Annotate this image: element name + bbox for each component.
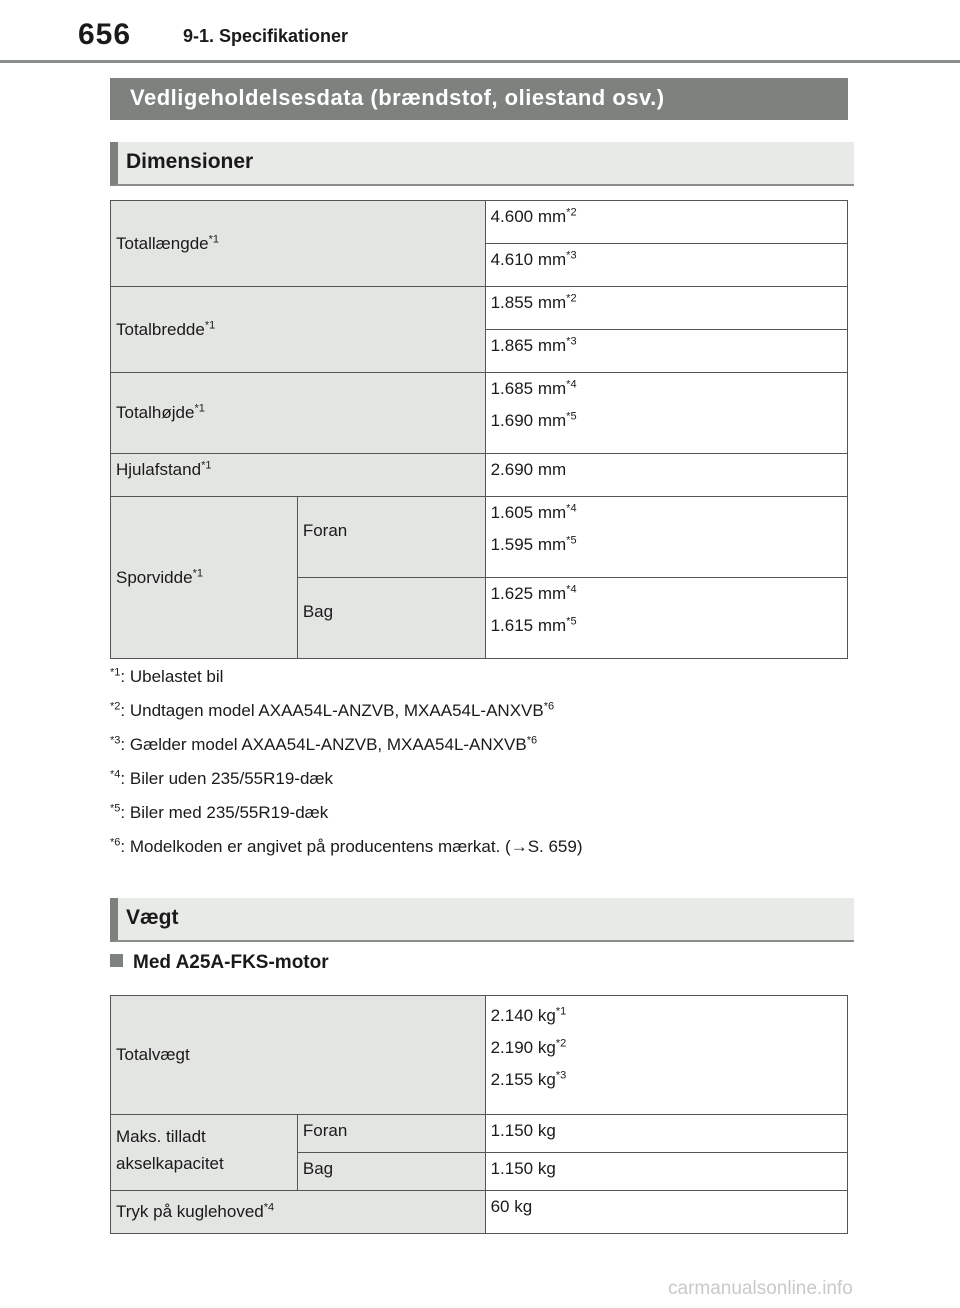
footnote: $^{*1}$: Ubelastet bil	[110, 666, 224, 686]
table-cell-label: Totalhøjde$^{*1}$	[111, 373, 486, 454]
table-cell-value: 1.605 $mm^{*4}$ 1.595 $mm^{*5}$	[485, 497, 847, 578]
table-cell-value: 1.150 kg	[485, 1153, 847, 1191]
table-cell-sublabel: Bag	[297, 578, 485, 659]
table-cell-value: 1.150 kg	[485, 1115, 847, 1153]
table-cell-value: 2.140 $kg^{*1}$ 2.190 $kg^{*2}$ 2.155 $kg^{*3}$	[485, 996, 847, 1115]
dimensions-heading: Dimensioner	[110, 142, 854, 186]
main-title-banner: Vedligeholdelsesdata (brændstof, oliestand osv.)	[110, 78, 848, 120]
table-cell-sublabel: Foran	[297, 1115, 485, 1153]
section-title: 9-1. Specifikationer	[183, 26, 349, 46]
table-cell-value: 4.610 $mm^{*3}$	[485, 244, 847, 287]
table-cell-label: Tryk på kuglehoved$^{*4}$	[111, 1191, 486, 1234]
table-cell-label: Totalvægt	[111, 996, 486, 1115]
table-cell-value: 2.690 mm	[485, 454, 847, 497]
table-cell-value: 4.600 $mm^{*2}$	[485, 201, 847, 244]
watermark: carmanualsonline.info	[668, 1278, 853, 1299]
footnote: $^{*6}$: Modelkoden er angivet på producentens mærkat. (→S. 659)	[110, 836, 583, 856]
engine-subheading: Med A25A-FKS-motor	[110, 952, 329, 974]
table-cell-value: 1.865 $mm^{*3}$	[485, 330, 847, 373]
table-cell-label: Hjulafstand$^{*1}$	[111, 454, 486, 497]
dimensions-table	[110, 200, 848, 659]
weight-table	[110, 995, 848, 1234]
table-cell-label: Sporvidde$^{*1}$	[111, 497, 298, 659]
table-cell-label: Totallængde$^{*1}$	[111, 201, 486, 287]
header-rule	[0, 60, 960, 63]
table-cell-sublabel: Foran	[297, 497, 485, 578]
weight-heading: Vægt	[110, 898, 854, 942]
square-bullet-icon	[110, 954, 123, 967]
table-cell-value: 1.855 $mm^{*2}$	[485, 287, 847, 330]
page-reference-link[interactable]: S. 659)	[527, 837, 583, 856]
footnote: $^{*4}$: Biler uden 235/55R19-dæk	[110, 768, 334, 788]
footnote: $^{*5}$: Biler med 235/55R19-dæk	[110, 802, 329, 822]
table-cell-label: Totalbredde$^{*1}$	[111, 287, 486, 373]
page-number: 656	[78, 18, 132, 51]
footnotes	[110, 662, 583, 866]
table-cell-sublabel: Bag	[297, 1153, 485, 1191]
table-cell-value: 60 kg	[485, 1191, 847, 1234]
table-cell-value: 1.625 $mm^{*4}$ 1.615 $mm^{*5}$	[485, 578, 847, 659]
table-cell-label: Maks. tilladt akselkapacitet	[111, 1115, 298, 1191]
footnote: $^{*2}$: Undtagen model AXAA54L-ANZVB, MXAA54L-ANXVB$^{*6}$	[110, 700, 555, 720]
footnote: $^{*3}$: Gælder model AXAA54L-ANZVB, MXAA54L-ANXVB$^{*6}$	[110, 734, 538, 754]
arrow-icon: →	[510, 837, 528, 856]
table-cell-value: 1.685 $mm^{*4}$ 1.690 $mm^{*5}$	[485, 373, 847, 454]
